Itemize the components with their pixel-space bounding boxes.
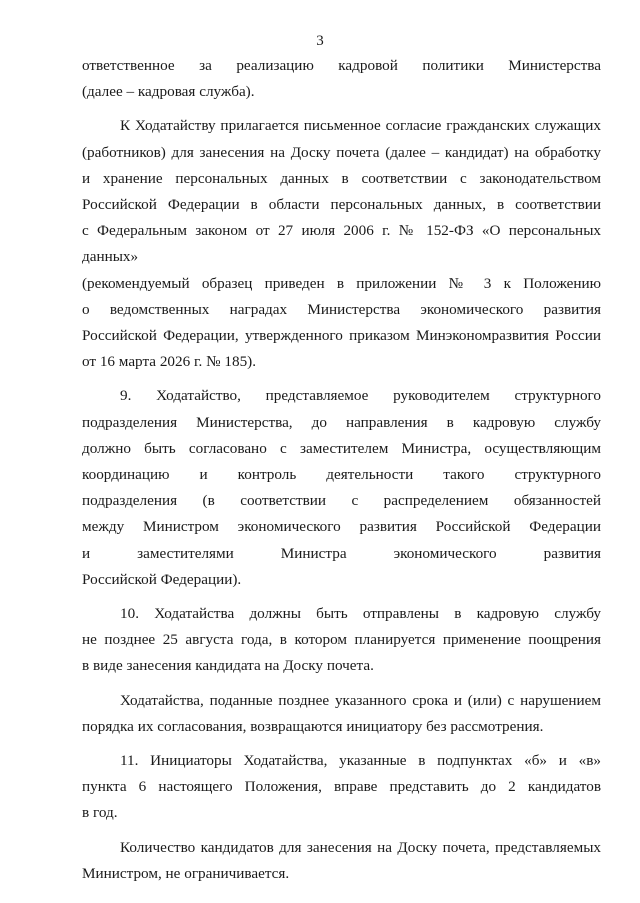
- text-line: Министром, не ограничивается.: [82, 864, 290, 882]
- paragraph-item-9: [82, 383, 601, 593]
- text-line: (рекомендуемый образец приведен в приложении № 3 к Положению: [82, 274, 601, 292]
- text-line: Количество кандидатов для занесения на Доску почета, представляемых: [120, 838, 601, 856]
- text-line: подразделения Министерства, до направления в кадровую службу: [82, 413, 601, 431]
- text-line: между Министром экономического развития Российской Федерации: [82, 518, 601, 536]
- text-line: (далее – кадровая служба).: [82, 83, 255, 101]
- text-line: (работников) для занесения на Доску почета (далее – кандидат) на обработку: [82, 143, 601, 161]
- text-line: 11. Инициаторы Ходатайства, указанные в подпунктах «б» и «в»: [120, 752, 601, 770]
- text-line: с Федеральным законом от 27 июля 2006 г. № 152-ФЗ «О персональных данных»: [82, 222, 601, 266]
- text-line: ответственное за реализацию кадровой политики Министерства: [82, 57, 601, 74]
- text-line: порядка их согласования, возвращаются инициатору без рассмотрения.: [82, 717, 544, 735]
- text-line: Российской Федерации в области персональных данных, в соответствии: [82, 196, 601, 214]
- paragraph-attachment-consent: [82, 113, 601, 375]
- text-line: координацию и контроль деятельности такого структурного: [82, 466, 601, 484]
- text-line: в виде занесения кандидата на Доску почета.: [82, 657, 374, 675]
- text-line: и хранение персональных данных в соответствии с законодательством: [82, 169, 601, 187]
- text-line: 9. Ходатайство, представляемое руководителем структурного: [120, 387, 601, 405]
- text-line: К Ходатайству прилагается письменное согласие гражданских служащих: [120, 117, 601, 135]
- text-line: Российской Федерации, утвержденного приказом Минэкономразвития России: [82, 327, 601, 345]
- text-line: пункта 6 настоящего Положения, вправе представить до 2 кандидатов: [82, 778, 601, 796]
- text-line: о ведомственных наградах Министерства экономического развития: [82, 300, 601, 318]
- page-number: 3: [316, 33, 324, 49]
- text-line: Ходатайства, поданные позднее указанного срока и (или) с нарушением: [120, 691, 601, 709]
- paragraph-item-11: [82, 748, 601, 827]
- text-line: Российской Федерации).: [82, 570, 242, 588]
- paragraph-item-10: [82, 601, 601, 680]
- text-line: и заместителями Министра экономического развития: [82, 544, 601, 562]
- paragraph-candidate-count: [82, 835, 601, 887]
- text-line: 10. Ходатайства должны быть отправлены в кадровую службу: [120, 605, 601, 623]
- text-line: подразделения (в соответствии с распределением обязанностей: [82, 492, 601, 510]
- text-line: от 16 марта 2026 г. № 185).: [82, 353, 257, 371]
- paragraph-late-submissions: [82, 688, 601, 740]
- text-line: не позднее 25 августа года, в котором планируется применение поощрения: [82, 631, 601, 649]
- paragraph-continuation: [82, 53, 601, 105]
- text-line: должно быть согласовано с заместителем Министра, осуществляющим: [82, 439, 601, 457]
- document-body: [82, 53, 601, 887]
- text-line: в год.: [82, 804, 118, 822]
